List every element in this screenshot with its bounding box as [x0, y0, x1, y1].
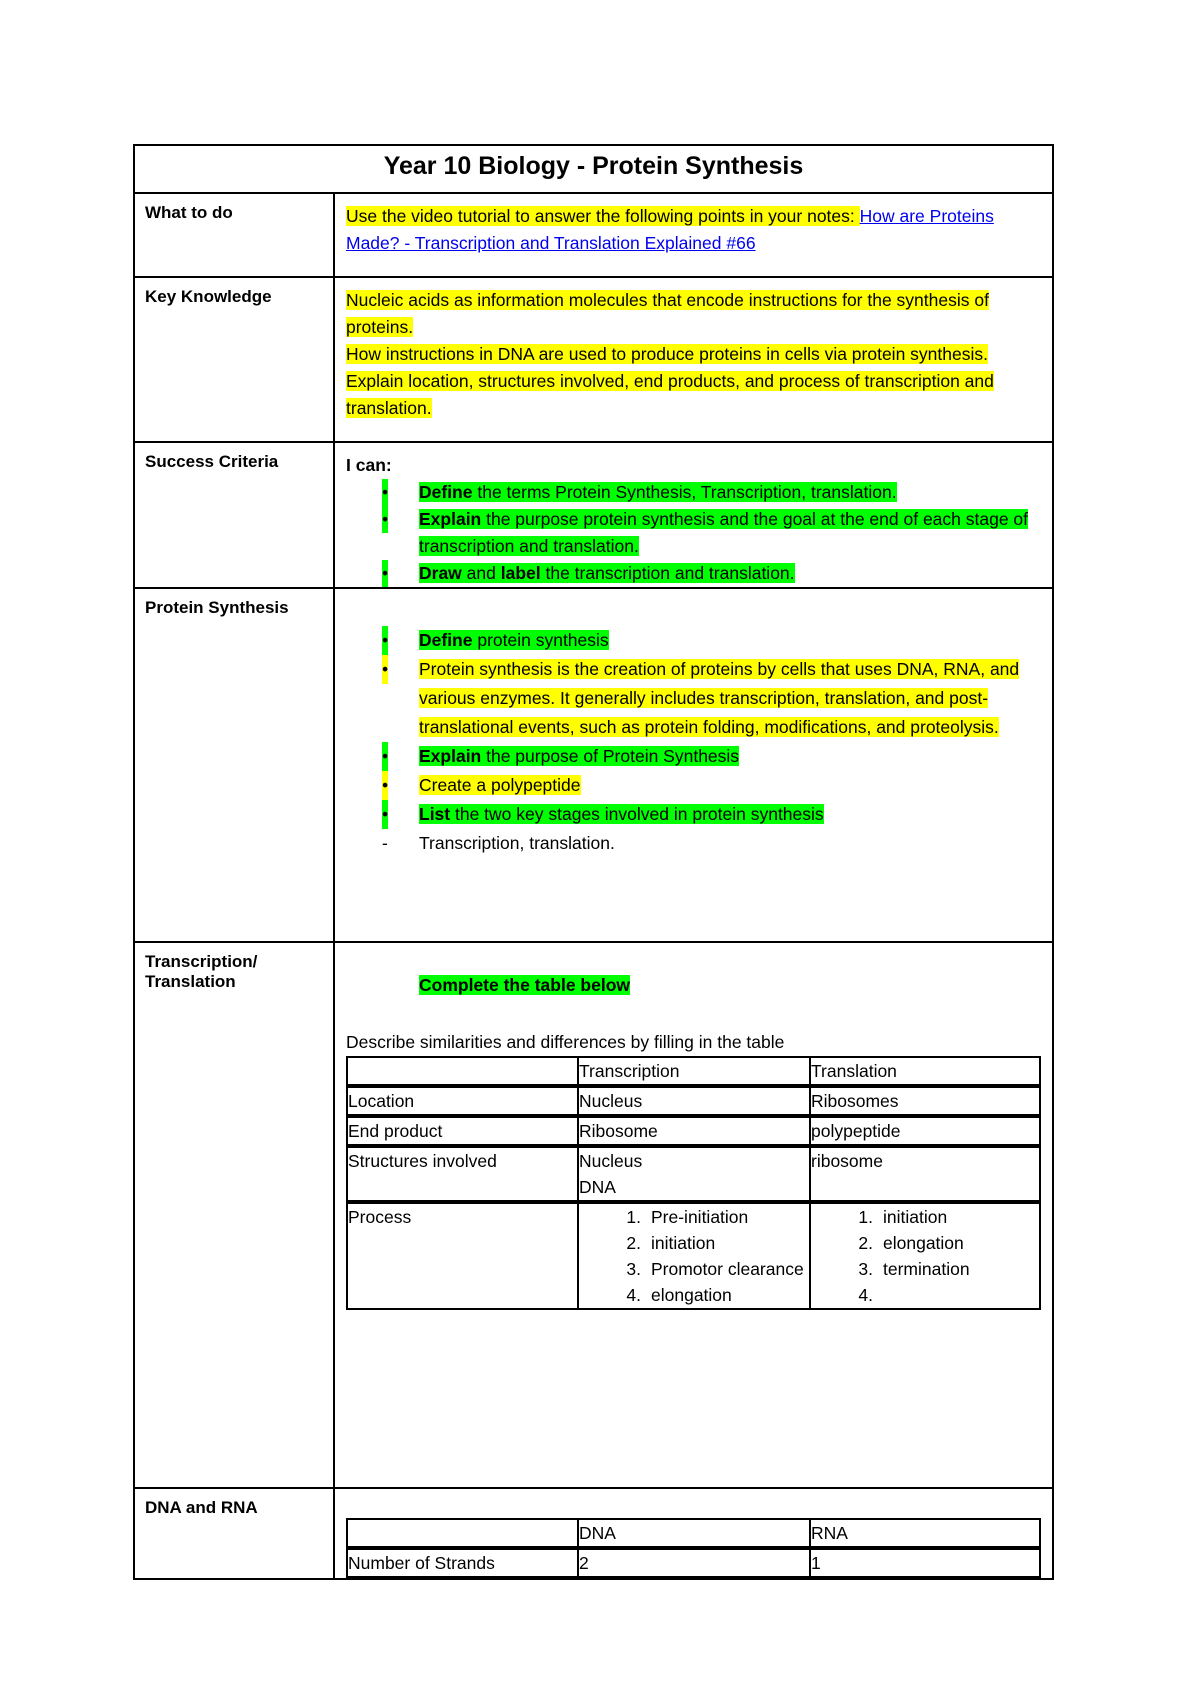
what-to-do-content	[334, 193, 1053, 277]
key-knowledge-label: Key Knowledge	[134, 277, 334, 442]
dna-rna-table	[346, 1518, 1041, 1578]
key-knowledge-line: How instructions in DNA are used to produce proteins in cells via protein synthesis.	[346, 344, 988, 364]
what-to-do-text: Use the video tutorial to answer the following points in your notes:	[346, 206, 860, 226]
table-row: Process 1. Pre-initiation 2. initiation 3. Promotor clearance 4. elongation 1. initiation 2. elongation 3. termination 4.	[347, 1202, 1040, 1309]
success-criteria-item: • Explain the purpose protein synthesis and the goal at the end of each stage of transcription and translation.	[346, 506, 1042, 560]
key-knowledge-line: Nucleic acids as information molecules that encode instructions for the synthesis of proteins.	[346, 290, 989, 337]
protein-synthesis-item: • Create a polypeptide	[346, 771, 1042, 800]
bullet-icon: •	[382, 560, 388, 587]
success-criteria-item: • Draw and label the transcription and translation.	[346, 560, 1042, 587]
complete-table-instruction: Complete the table below	[419, 975, 630, 995]
describe-instruction: Describe similarities and differences by filling in the table	[346, 1032, 785, 1052]
bullet-icon: •	[382, 800, 388, 829]
table-row: Structures involved Nucleus DNA ribosome	[347, 1146, 1040, 1202]
page-title: Year 10 Biology - Protein Synthesis	[134, 145, 1053, 193]
table-header-cell	[347, 1057, 578, 1086]
transcription-translation-label: Transcription/ Translation	[134, 942, 334, 1488]
transcription-steps: 1. Pre-initiation 2. initiation 3. Promotor clearance 4. elongation	[626, 1207, 804, 1305]
success-criteria-intro: I can:	[346, 455, 392, 475]
dash-icon: -	[382, 833, 388, 853]
transcription-translation-content	[334, 942, 1053, 1488]
protein-synthesis-label: Protein Synthesis	[134, 588, 334, 942]
what-to-do-label: What to do	[134, 193, 334, 277]
key-knowledge-line: Explain location, structures involved, end products, and process of transcription and translation.	[346, 371, 994, 418]
protein-synthesis-answer: - Transcription, translation.	[346, 829, 1042, 858]
dna-rna-label: DNA and RNA	[134, 1488, 334, 1579]
bullet-icon: •	[382, 479, 388, 506]
table-row: Location Nucleus Ribosomes	[347, 1086, 1040, 1116]
table-row: Number of Strands 2 1	[347, 1548, 1040, 1577]
protein-synthesis-item: • Explain the purpose of Protein Synthesis	[346, 742, 1042, 771]
key-knowledge-content	[334, 277, 1053, 442]
translation-steps: 1. initiation 2. elongation 3. termination 4.	[858, 1207, 970, 1305]
table-row: End product Ribosome polypeptide	[347, 1116, 1040, 1146]
protein-synthesis-content	[334, 588, 1053, 942]
protein-synthesis-item: • Define protein synthesis	[346, 626, 1042, 655]
success-criteria-label: Success Criteria	[134, 442, 334, 588]
success-criteria-content	[334, 442, 1053, 588]
dna-rna-content	[334, 1488, 1053, 1579]
success-criteria-item: • Define the terms Protein Synthesis, Transcription, translation.	[346, 479, 1042, 506]
bullet-icon: •	[382, 626, 388, 655]
table-header-cell: Transcription	[578, 1057, 810, 1086]
bullet-icon: •	[382, 655, 388, 684]
table-header-cell: Translation	[810, 1057, 1040, 1086]
bullet-icon: •	[382, 742, 388, 771]
transcription-translation-table	[346, 1056, 1041, 1310]
table-header-cell	[347, 1519, 578, 1548]
table-header-cell: DNA	[578, 1519, 810, 1548]
video-tutorial-link[interactable]: How are Proteins Made? - Transcription and Translation Explained #66	[346, 206, 994, 253]
protein-synthesis-item: • Protein synthesis is the creation of proteins by cells that uses DNA, RNA, and various enzymes. It generally includes transcription, translation, and post-translational events, such as protein folding, modifications, and proteolysis.	[346, 655, 1042, 742]
protein-synthesis-item: • List the two key stages involved in protein synthesis	[346, 800, 1042, 829]
worksheet-table	[133, 144, 1054, 1580]
table-header-cell: RNA	[810, 1519, 1040, 1548]
bullet-icon: •	[382, 771, 388, 800]
bullet-icon: •	[382, 506, 388, 533]
